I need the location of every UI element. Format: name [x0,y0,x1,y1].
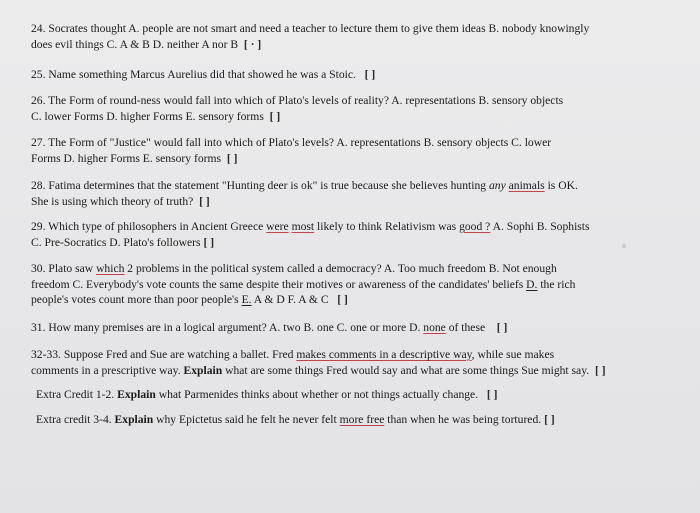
question-26-line-1: 26. The Form of round-ness would fall into which of Plato's levels of reality? A. representations B. sensory objects [31,94,564,107]
question-24-answer-bracket[interactable]: [ · ] [243,37,262,51]
question-32-descriptive-phrase: makes comments in a descriptive way [296,348,472,361]
question-27 [31,135,671,166]
question-24-line-2: does evil things C. A & B D. neither A nor B [31,37,239,51]
question-30-text-a: 30. Plato saw [31,262,97,275]
question-29 [31,219,671,250]
question-26 [31,93,671,124]
question-30-text-2c: the rich [537,277,576,291]
question-30 [31,261,671,308]
question-25 [31,67,671,83]
question-32-answer-bracket[interactable]: [ ] [594,363,606,377]
question-31 [31,320,671,336]
question-29-text-g: A. Sophi B. Sophists [490,220,590,233]
extra-credit-3-explain: Explain [114,413,154,426]
question-30-which: which [96,262,125,275]
question-31-text-c: of these [445,321,486,334]
extra-credit-3-answer-bracket[interactable]: [ ] [544,413,555,426]
paper-speck [622,244,626,248]
question-27-line-2: Forms D. higher Forms E. sensory forms [31,151,222,165]
question-32-explain: Explain [183,363,223,377]
question-32-text-c: , while sue makes [471,348,555,361]
extra-credit-3-text-e: than when he was being tortured. [384,413,542,426]
question-29-most: most [291,220,315,233]
question-27-line-1: 27. The Form of "Justice" would fall into which of Plato's levels? A. representations B. sensory objects C. lower [31,136,552,149]
question-26-answer-bracket[interactable]: [ ] [269,109,281,123]
extra-credit-1-explain: Explain [117,388,156,401]
question-31-none: none [423,321,446,334]
question-28-text-a: 28. Fatima determines that the statement "Hunting deer is ok" is true because she believes hunting [31,179,489,192]
question-29-text-a: 29. Which type of philosophers in Ancient Greece [31,220,267,233]
question-25-line-1: 25. Name something Marcus Aurelius did that showed he was a Stoic. [31,68,356,81]
extra-credit-1-2 [36,387,676,403]
question-30-text-3c: A & D F. A & C [251,293,329,307]
question-28-any: any [488,179,506,192]
question-30-option-e: E. [241,293,252,307]
question-32-text-2a: comments in a prescriptive way. [31,363,184,377]
question-28 [31,178,671,209]
question-27-answer-bracket[interactable]: [ ] [226,151,238,165]
question-25-answer-bracket[interactable]: [ ] [364,68,376,81]
question-29-answer-bracket[interactable]: [ ] [203,235,215,249]
question-30-answer-bracket[interactable]: [ ] [337,293,348,307]
extra-credit-1-answer-bracket[interactable]: [ ] [486,388,498,401]
question-29-good: good ? [459,220,491,233]
question-28-animals: animals [508,179,545,192]
question-29-text-e: likely to think Relativism was [314,220,460,233]
question-28-text-e: is OK. [544,179,578,192]
question-30-text-c: 2 problems in the political system called a democracy? A. Too much freedom B. Not enough [124,262,557,275]
question-28-answer-bracket[interactable]: [ ] [199,194,210,208]
question-32-text-2c: what are some things Fred would say and what are some things Sue might say. [222,363,590,377]
extra-credit-3-more-free: more free [339,413,385,426]
question-30-text-2a: freedom C. Everybody's vote counts the same despite their motives or awareness of the candidates' beliefs [31,277,527,291]
question-28-line-2: She is using which theory of truth? [31,194,194,208]
extra-credit-1-label: Extra Credit 1-2. [36,388,118,401]
question-32-33 [31,347,671,378]
question-26-line-2: C. lower Forms D. higher Forms E. sensory forms [31,109,264,123]
question-32-text-a: 32-33. Suppose Fred and Sue are watching a ballet. Fred [31,348,297,361]
question-24 [31,21,671,52]
question-30-option-d: D. [526,277,538,291]
extra-credit-1-text: what Parmenides thinks about whether or not things actually change. [155,388,479,401]
question-24-line-1: 24. Socrates thought A. people are not smart and need a teacher to lecture them to give them ideas B. nobody knowingly [31,22,590,35]
question-29-line-2: C. Pre-Socratics D. Plato's followers [31,235,201,249]
extra-credit-3-label: Extra credit 3-4. [36,413,115,426]
question-30-text-3a: people's votes count more than poor people's [31,293,242,307]
question-29-were: were [266,220,289,233]
question-31-answer-bracket[interactable]: [ ] [496,321,508,334]
extra-credit-3-4 [36,412,676,428]
question-31-text-a: 31. How many premises are in a logical argument? A. two B. one C. one or more D. [31,321,424,334]
extra-credit-3-text-c: why Epictetus said he felt he never felt [153,413,340,426]
